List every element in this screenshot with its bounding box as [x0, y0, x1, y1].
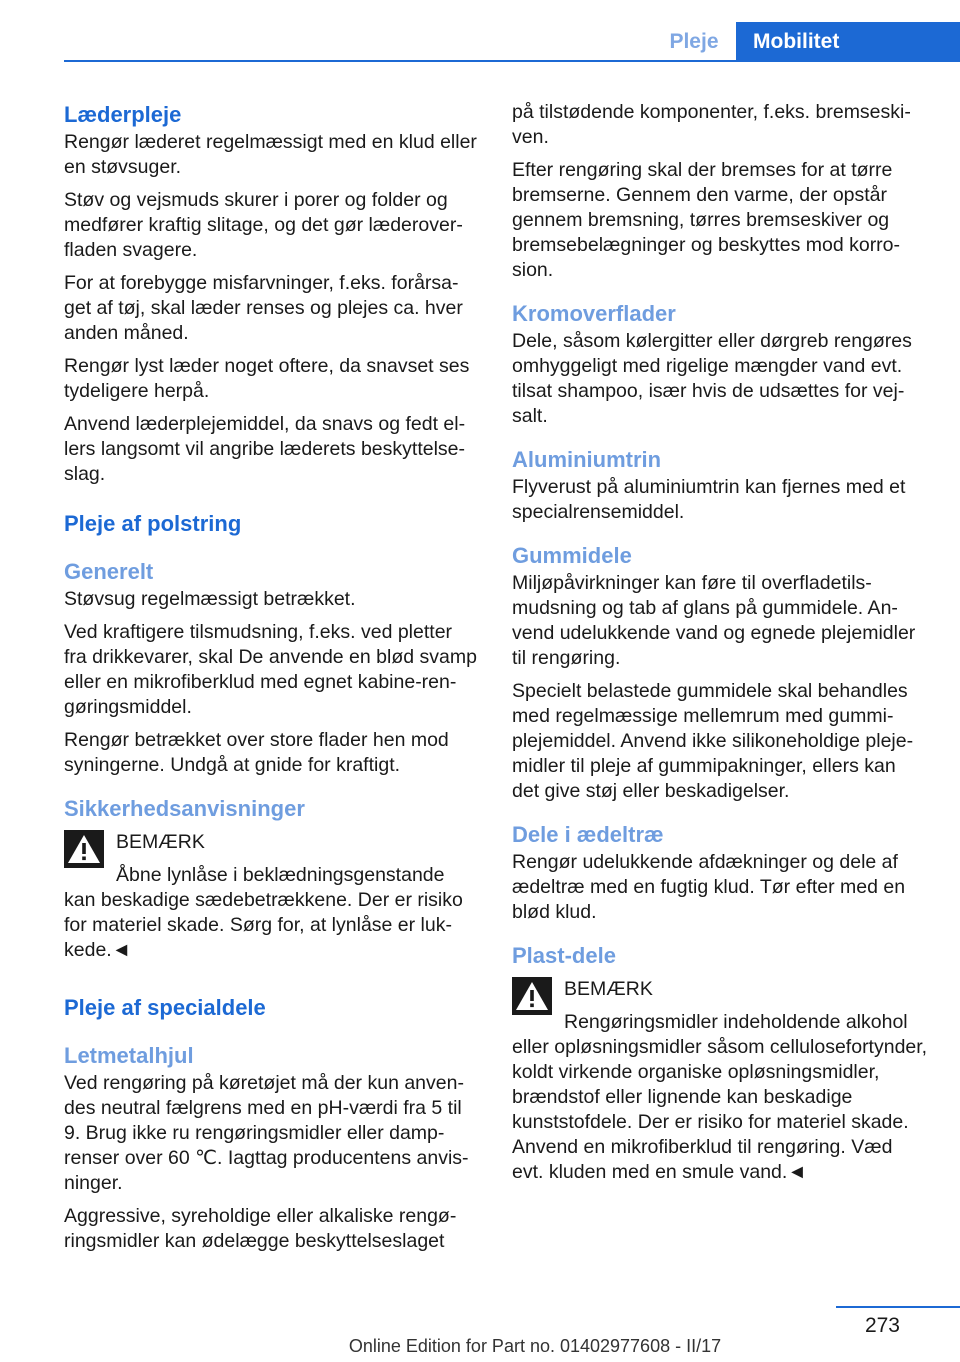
- paragraph: Efter rengøring skal der bremses for at tørre bremserne. Gennem den varme, der opstår gennem bremsning, tørres bremseskiver og bremsebelægninger og beskyttes mod korrosion.: [512, 159, 901, 281]
- tab-mobilitet[interactable]: Mobilitet: [736, 22, 960, 62]
- header-rule: [64, 60, 960, 62]
- warning-text: Rengøringsmidler indeholdende alkohol eller opløsningsmidler såsom cellulosefortynder, koldt virkende organiske opløsningsmidler, brændstof eller lignende kan beskadige kunststofdele. Der er risiko for materiel skade. Anvend en mikrofiberklud til rengøring. Væd evt. kluden med en smule vand.◄: [512, 1011, 928, 1183]
- page-number: 273: [864, 1314, 900, 1337]
- left-column: [64, 100, 479, 1262]
- paragraph: Rengør udelukkende afdækninger og dele af ædeltræ med en fugtig klud. Tør efter med en blød klud.: [512, 851, 906, 923]
- paragraph: Støv og vejsmuds skurer i porer og folder og medfører kraftig slitage, og det gør læderoverfladen svagere.: [64, 189, 463, 261]
- paragraph: Flyverust på aluminiumtrin kan fjernes med et specialrensemiddel.: [512, 476, 906, 523]
- heading-pleje-af-polstring: Pleje af polstring: [64, 511, 242, 536]
- footer-rule: [836, 1306, 960, 1308]
- warning-triangle-icon: [512, 977, 552, 1015]
- paragraph: Specielt belastede gummidele skal behandles med regelmæssige mellemrum med gummiplejemiddel. Anvend ikke silikoneholdige plejemidler til pleje af gummipakninger, ellers kan det give støj eller beskadigelser.: [512, 680, 914, 802]
- paragraph: Miljøpåvirkninger kan føre til overfladetilsmudsning og tab af glans på gummidele. Anvend udelukkende vand og egnede plejemidler til rengøring.: [512, 572, 916, 669]
- heading-aluminiumtrin: Aluminiumtrin: [512, 447, 662, 472]
- paragraph: Rengør lyst læder noget oftere, da snavset ses tydeligere herpå.: [64, 355, 470, 402]
- heading-plast-dele: Plast-dele: [512, 943, 616, 968]
- heading-gummidele: Gummidele: [512, 543, 632, 568]
- paragraph: Dele, såsom kølergitter eller dørgreb rengøres omhyggeligt med rigelige mængder vand evt. tilsat shampoo, især hvis de udsættes for vejsalt.: [512, 330, 912, 427]
- heading-dele-i-aedeltrae: Dele i ædeltræ: [512, 822, 664, 847]
- right-column: [512, 100, 928, 1185]
- paragraph: Rengør betrækket over store flader hen mod syningerne. Undgå at gnide for kraftigt.: [64, 729, 449, 776]
- paragraph: Anvend læderplejemiddel, da snavs og fedt ellers langsomt vil angribe læderets beskyttelseslag.: [64, 413, 466, 485]
- warning-label: BEMÆRK: [116, 831, 205, 853]
- paragraph: For at forebygge misfarvninger, f.eks. forårsaget af tøj, skal læder renses og plejes ca. hver anden måned.: [64, 272, 463, 344]
- heading-kromoverflader: Kromoverflader: [512, 301, 676, 326]
- heading-laederpleje: Læderpleje: [64, 102, 182, 127]
- heading-letmetalhjul: Letmetalhjul: [64, 1043, 194, 1068]
- heading-generelt: Generelt: [64, 559, 154, 584]
- warning-label: BEMÆRK: [564, 978, 653, 1000]
- paragraph: på tilstødende komponenter, f.eks. bremseskiven.: [512, 101, 911, 148]
- paragraph: Støvsug regelmæssigt betrækket.: [64, 588, 356, 610]
- warning-triangle-icon: [64, 830, 104, 868]
- paragraph: Ved kraftigere tilsmudsning, f.eks. ved pletter fra drikkevarer, skal De anvende en blød svamp eller en mikrofiberklud med egnet kabine-rengøringsmiddel.: [64, 621, 477, 718]
- tab-pleje[interactable]: Pleje: [669, 30, 719, 53]
- warning-text: Åbne lynlåse i beklædningsgenstande kan beskadige sædebetrækkene. Der er risiko for materiel skade. Sørg for, at lynlåse er lukkede.◄: [64, 864, 463, 961]
- heading-pleje-af-specialdele: Pleje af specialdele: [64, 995, 266, 1020]
- paragraph: Aggressive, syreholdige eller alkaliske rengøringsmidler kan ødelægge beskyttelseslaget: [64, 1205, 457, 1252]
- heading-sikkerhedsanvisninger: Sikkerhedsanvisninger: [64, 796, 305, 821]
- paragraph: Rengør læderet regelmæssigt med en klud eller en støvsuger.: [64, 131, 477, 178]
- edition-footer: Online Edition for Part no. 01402977608 - II/17: [348, 1336, 722, 1356]
- paragraph: Ved rengøring på køretøjet må der kun anvendes neutral fælgrens med en pH-værdi fra 5 til 9. Brug ikke ru rengøringsmidler eller damprenser over 60 ℃. Iagttag producentens anvisninger.: [64, 1072, 469, 1194]
- page-header: [0, 0, 960, 62]
- warning-box: [512, 977, 928, 1185]
- warning-box: [64, 830, 479, 963]
